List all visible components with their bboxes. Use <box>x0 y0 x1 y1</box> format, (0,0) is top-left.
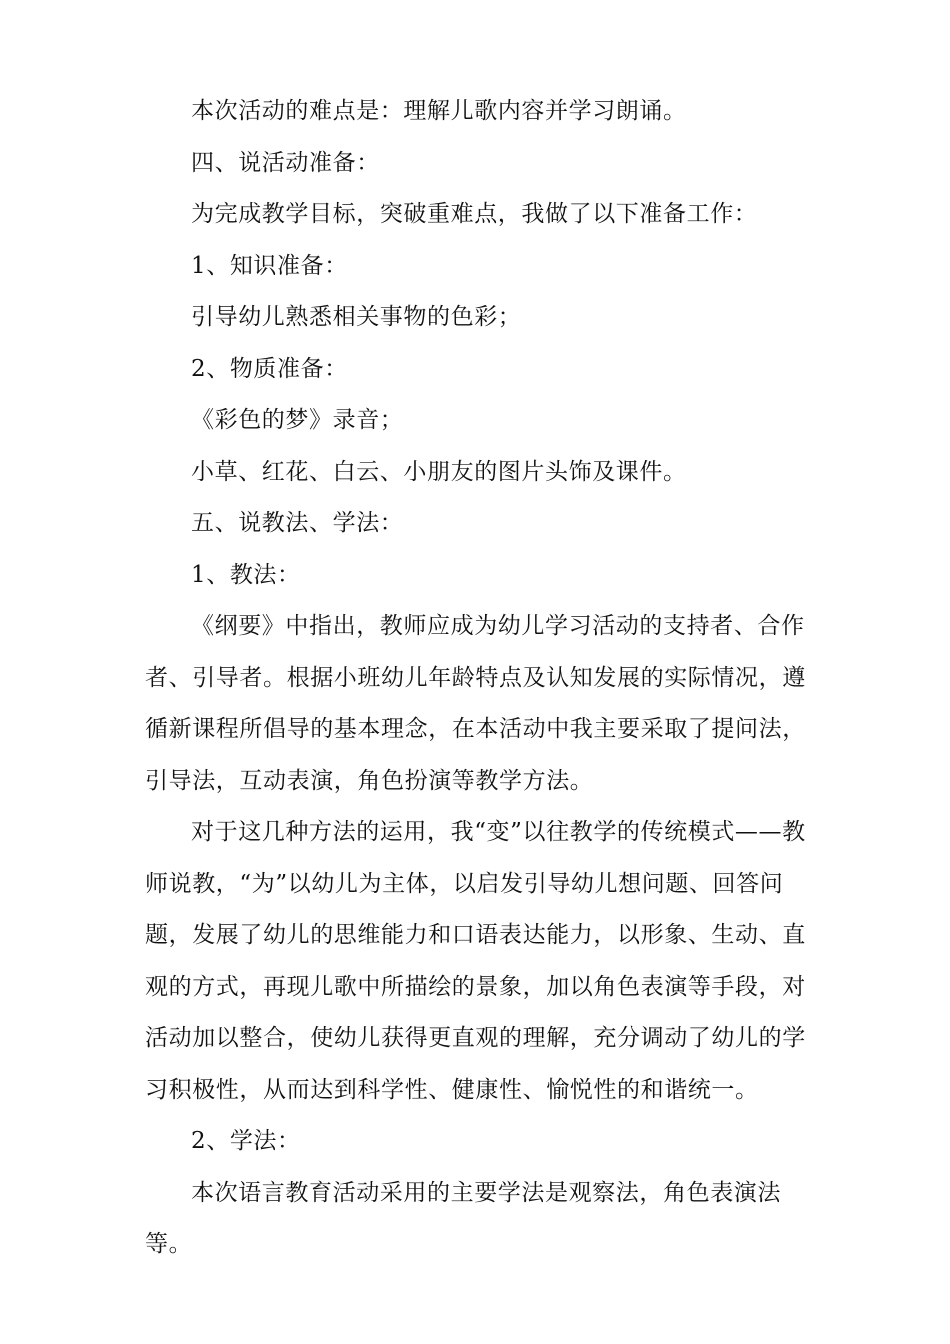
subheading-teaching-method: 1、教法： <box>191 561 301 588</box>
subheading-material-preparation: 2、物质准备： <box>191 355 348 382</box>
paragraph-preparation-intro: 为完成教学目标，突破重难点，我做了以下准备工作： <box>191 201 758 227</box>
paragraph-learning-method: 本次语言教育活动采用的主要学法是观察法，角色表演法等。 <box>145 1179 781 1257</box>
paragraph-knowledge-preparation: 引导幼儿熟悉相关事物的色彩； <box>191 304 522 330</box>
paragraph-difficulty: 本次活动的难点是：理解儿歌内容并学习朗诵。 <box>191 98 687 124</box>
paragraph-headwear-courseware: 小草、红花、白云、小朋友的图片头饰及课件。 <box>191 458 687 485</box>
heading-activity-preparation: 四、说活动准备： <box>191 149 380 176</box>
paragraph-recording: 《彩色的梦》录音； <box>191 407 404 433</box>
paragraph-method-application: 对于这几种方法的运用，我“变”以往教学的传统模式——教师说教，“为”以幼儿为主体，以启发引导幼儿想问题、回答问题，发展了幼儿的思维能力和口语表达能力，以形象、生动、直观的方式，再现儿歌中所描绘的景象，加以角色表演等手段，对活动加以整合，使幼儿获得更直观的理解，充分调动了幼儿的学习积极性，从而达到科学性、健康性、愉悦性的和谐统一。 <box>145 819 806 1103</box>
heading-teaching-methods: 五、说教法、学法： <box>191 510 404 536</box>
subheading-learning-method: 2、学法： <box>191 1128 301 1154</box>
subheading-knowledge-preparation: 1、知识准备： <box>191 252 348 279</box>
paragraph-guidelines: 《纲要》中指出，教师应成为幼儿学习活动的支持者、合作者、引导者。根据小班幼儿年龄特点及认知发展的实际情况，遵循新课程所倡导的基本理念，在本活动中我主要采取了提问法，引导法，互动表演，角色扮演等教学方法。 <box>145 613 806 794</box>
document-body <box>145 86 825 1271</box>
